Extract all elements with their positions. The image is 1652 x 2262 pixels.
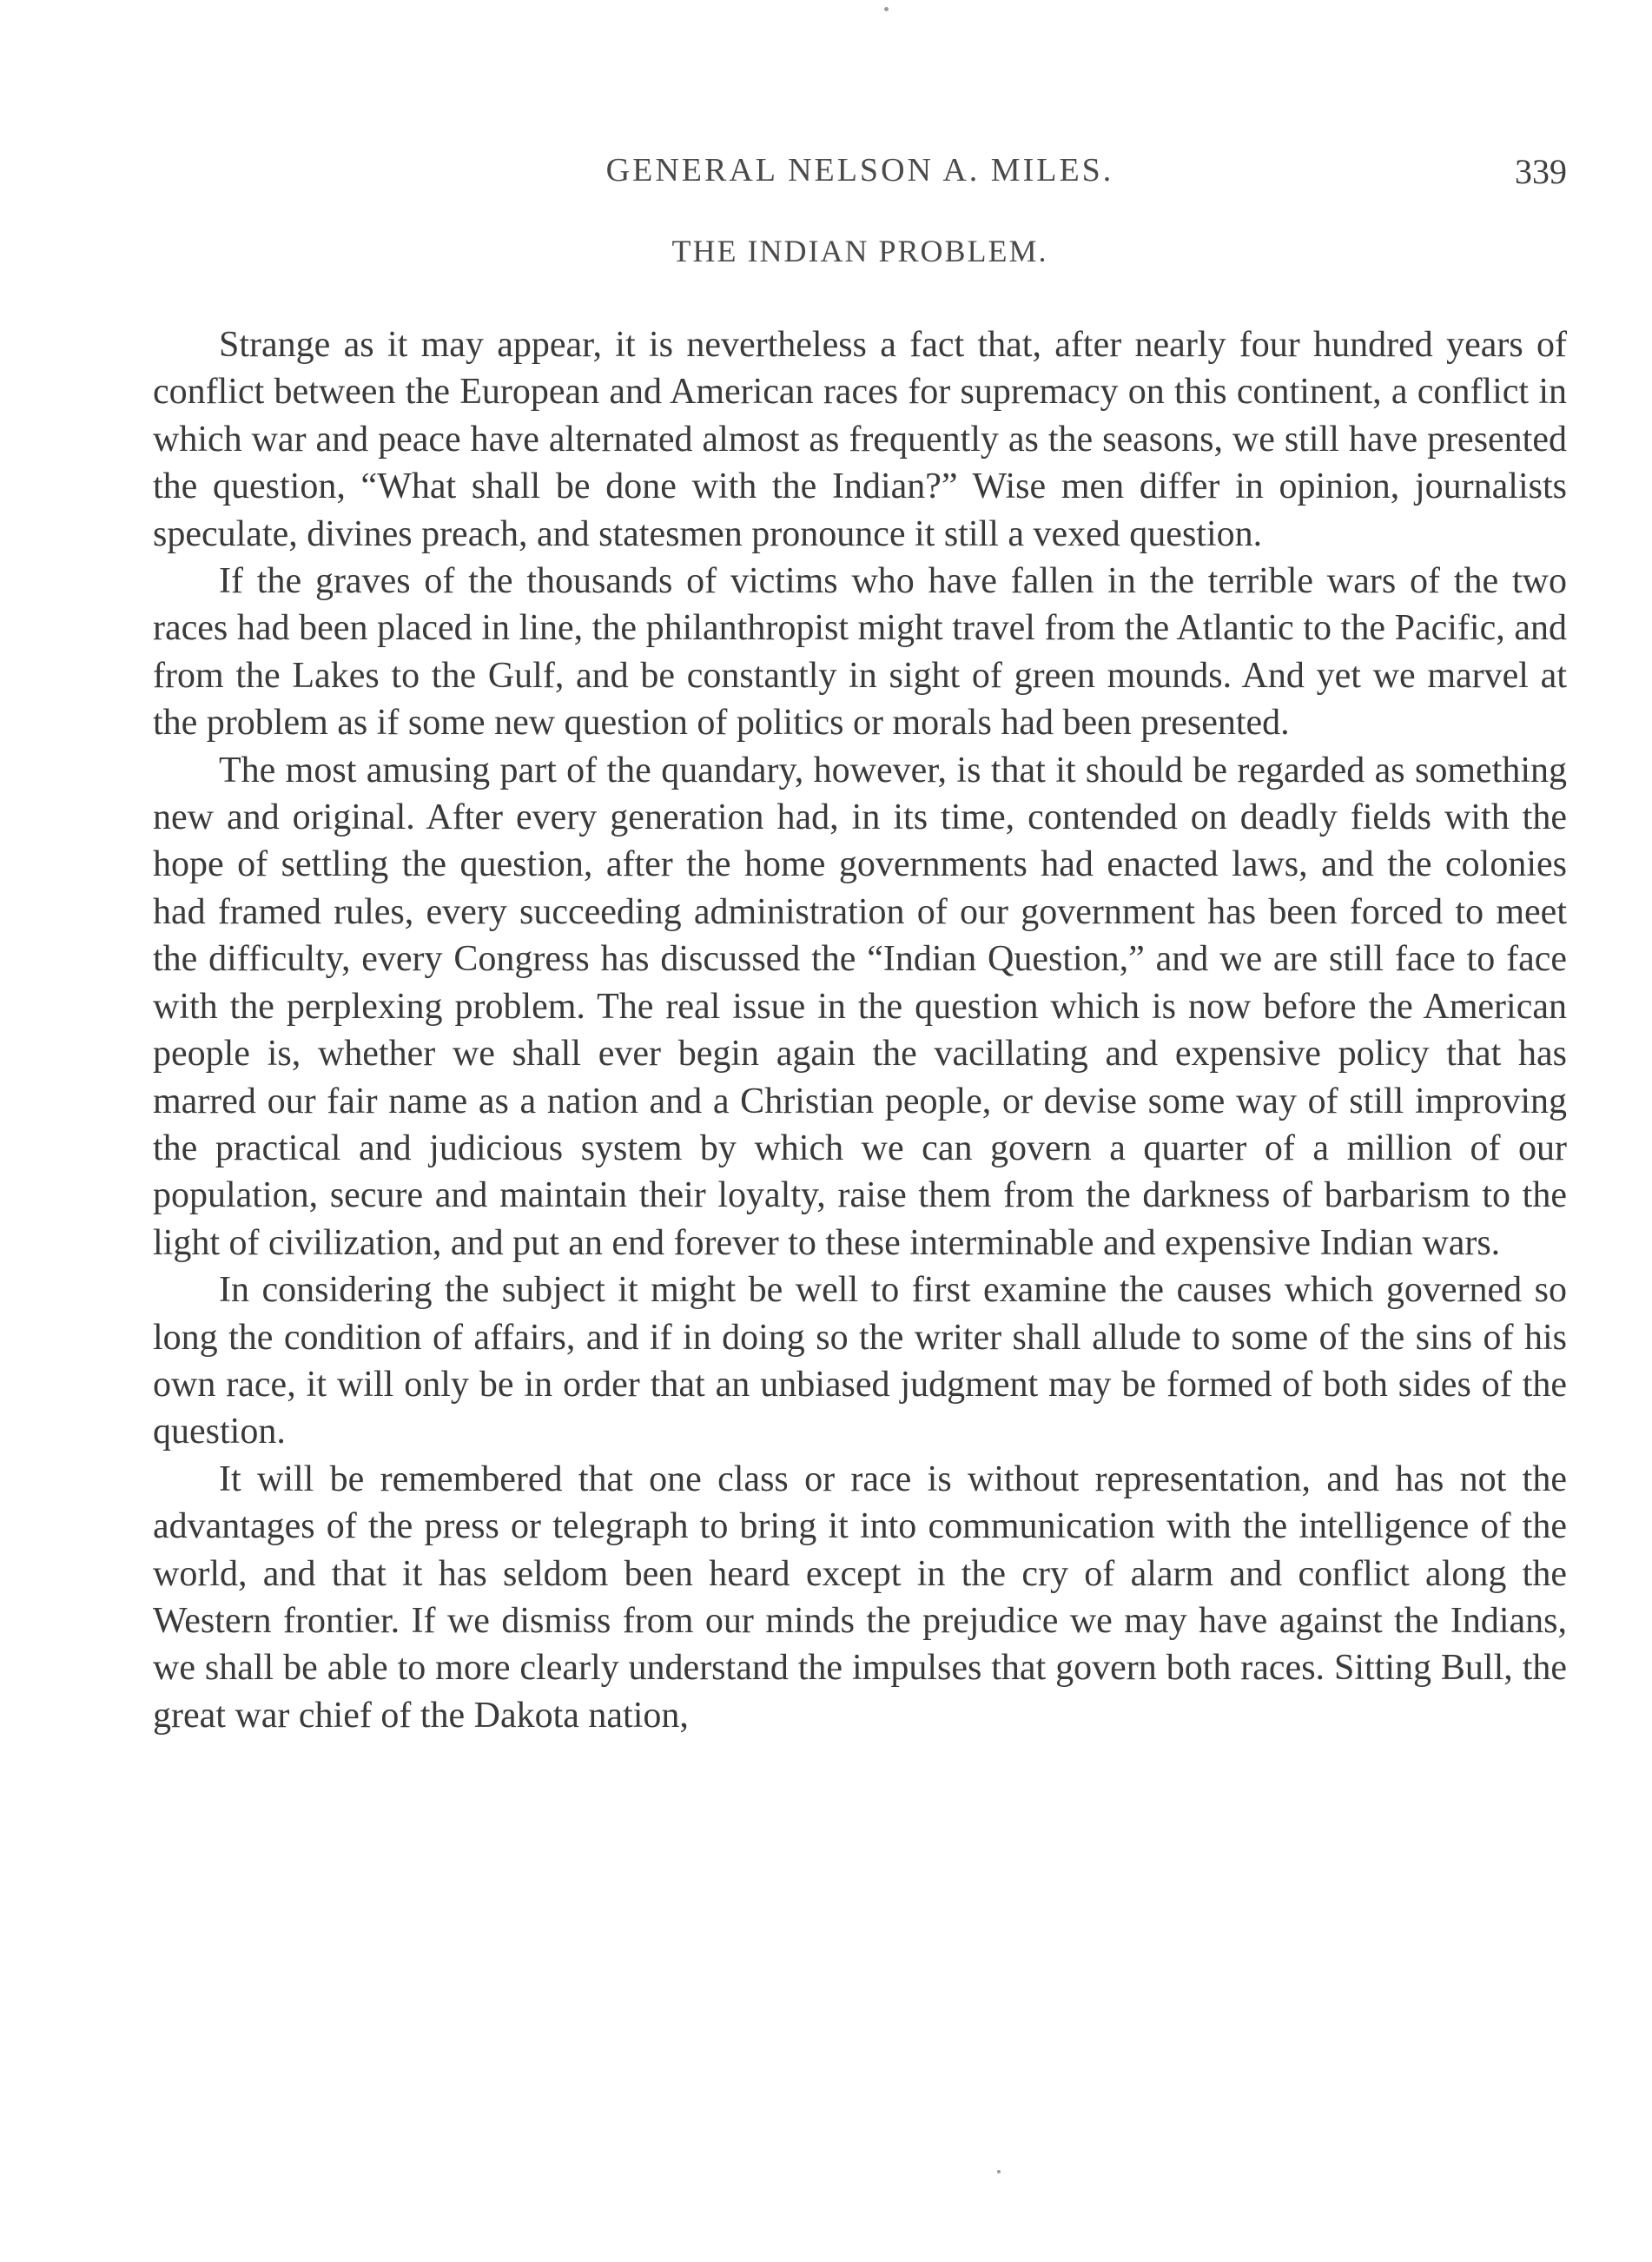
body-text [153, 321, 1567, 1739]
print-speck [997, 2170, 1001, 2173]
running-head [153, 151, 1567, 195]
paragraph: Strange as it may appear, it is nevertheless a fact that, after nearly four hundred years of conflict between the European and American races for supremacy on this continent, a conflict in which war and peace have alternated almost as frequently as the seasons, we still have presented the question, “What shall be done with the Indian?” Wise men differ in opinion, journalists speculate, divines preach, and statesmen pronounce it still a vexed question. [153, 325, 1567, 554]
paragraph: It will be remembered that one class or race is without representation, and has not the advantages of the press or telegraph to bring it into communication with the intelligence of the world, and that it has seldom been heard except in the cry of alarm and conflict along the Western frontier. If we dismiss from our minds the prejudice we may have against the Indians, we shall be able to more clearly understand the impulses that govern both races. Sitting Bull, the great war chief of the Dakota nation, [153, 1458, 1567, 1736]
paragraph: If the graves of the thousands of victims who have fallen in the terrible wars of the two races had been placed in line, the philanthropist might travel from the Atlantic to the Pacific, and from the Lakes to the Gulf, and be constantly in sight of green mounds. And yet we marvel at the problem as if some new question of politics or morals had been presented. [153, 561, 1567, 744]
page-number: 339 [1515, 152, 1567, 191]
paragraph: In considering the subject it might be well to first examine the causes which governed so long the condition of affairs, and if in doing so the writer shall allude to some of the sins of his own race, it will only be in order that an unbiased judgment may be formed of both sides of the question. [153, 1270, 1567, 1452]
paragraph: The most amusing part of the quandary, however, is that it should be regarded as something new and original. After every generation had, in its time, contended on deadly fields with the hope of settling the question, after the home governments had enacted laws, and the colonies had framed rules, every succeeding administration of our government has been forced to meet the difficulty, every Congress has discussed the “Indian Question,” and we are still face to face with the perplexing problem. The real issue in the question which is now before the American people is, whether we shall ever begin again the vacillating and expensive policy that has marred our fair name as a nation and a Christian people, or devise some way of still improving the practical and judicious system by which we can govern a quarter of a million of our population, secure and maintain their loyalty, raise them from the darkness of barbarism to the light of civilization, and put an end forever to these interminable and expensive Indian wars. [153, 750, 1567, 1263]
running-title: GENERAL NELSON A. MILES. [605, 152, 1114, 188]
section-title: THE INDIAN PROBLEM. [671, 234, 1048, 268]
print-speck [884, 7, 889, 11]
